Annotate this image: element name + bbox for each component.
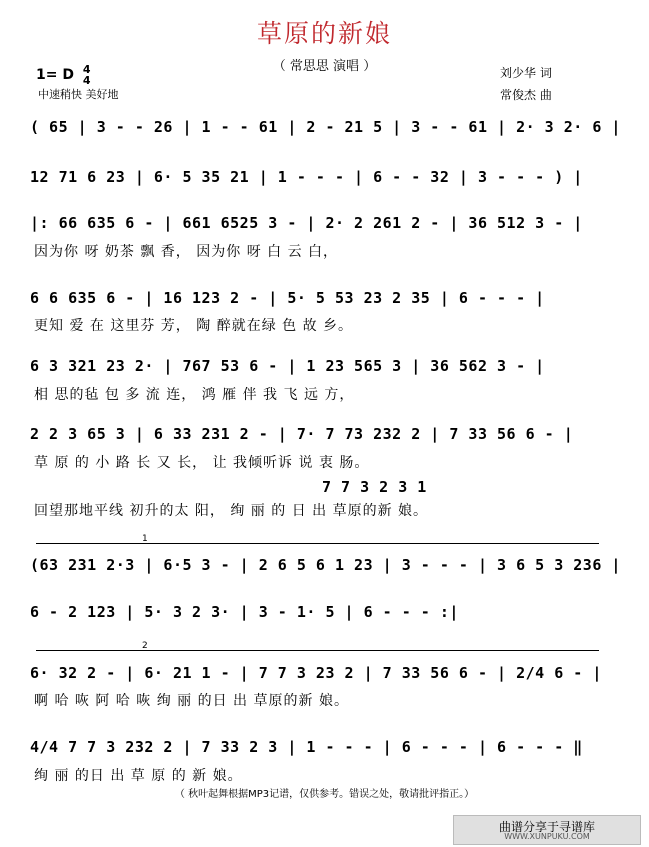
notation-row: (63 231 2·3 | 6·5 3 - | 2 6 5 6 1 23 | 3 - - - | 3 6 5 3 236 | bbox=[30, 556, 621, 574]
lyric-line: 回望那地平线 初升的太 阳， 绚 丽 的 日 出 草原的新 娘。 bbox=[34, 503, 429, 519]
time-top: 4 bbox=[82, 63, 91, 76]
notation-row: 6· 32 2 - | 6· 21 1 - | 7 7 3 23 2 | 7 33 56 6 - | 2/4 6 - | bbox=[30, 664, 602, 682]
notation-row: 7 7 3 2 3 1 bbox=[322, 478, 427, 496]
lyric-line: 更知 爱 在 这里芬 芳， 陶 醉就在绿 色 故 乡。 bbox=[34, 318, 354, 334]
notation-row: ( 65 | 3 - - 26 | 1 - - 61 | 2 - 21 5 | 3 - - 61 | 2· 3 2· 6 | bbox=[30, 118, 621, 136]
notation-row: 12 71 6 23 | 6· 5 35 21 | 1 - - - | 6 - - 32 | 3 - - - ) | bbox=[30, 168, 583, 186]
tempo-marking: 中速稍快 美好地 bbox=[38, 88, 119, 101]
key-text: 1= D bbox=[36, 67, 74, 83]
ending-bracket bbox=[36, 650, 599, 651]
lyric-line: 啊 哈 咴 阿 哈 咴 绚 丽 的日 出 草原的新 娘。 bbox=[34, 693, 349, 709]
notation-row: 4/4 7 7 3 232 2 | 7 33 2 3 | 1 - - - | 6 - - - | 6 - - - ‖ bbox=[30, 738, 583, 756]
notation-row: 6 3 321 23 2· | 767 53 6 - | 1 23 565 3 | 36 562 3 - | bbox=[30, 357, 545, 375]
notation-row: 6 - 2 123 | 5· 3 2 3· | 3 - 1· 5 | 6 - - - :| bbox=[30, 603, 459, 621]
notation-row: 2 2 3 65 3 | 6 33 231 2 - | 7· 7 73 232 2 | 7 33 56 6 - | bbox=[30, 425, 574, 443]
key-signature bbox=[36, 64, 91, 86]
watermark-url: WWW.XUNPUKU.COM bbox=[504, 832, 590, 841]
notation-row: |: 66 635 6 - | 661 6525 3 - | 2· 2 261 2 - | 36 512 3 - | bbox=[30, 214, 583, 232]
lyric-line: 绚 丽 的日 出 草 原 的 新 娘。 bbox=[34, 768, 243, 784]
time-signature bbox=[83, 64, 91, 86]
watermark-box bbox=[453, 815, 641, 845]
singer-credit: （ 常思思 演唱 ） bbox=[272, 59, 377, 74]
lyricist-credit: 刘少华 词 bbox=[500, 66, 552, 80]
composer-credit: 常俊杰 曲 bbox=[500, 88, 552, 102]
song-title: 草原的新娘 bbox=[256, 19, 392, 48]
footnote: （ 秋叶起舞根据MP3记谱，仅供参考。错误之处，敬请批评指正。） bbox=[174, 789, 475, 800]
notation-row: 6 6 635 6 - | 16 123 2 - | 5· 5 53 23 2 35 | 6 - - - | bbox=[30, 289, 545, 307]
ending-mark: 2 bbox=[142, 641, 148, 651]
lyric-line: 相 思的毡 包 多 流 连， 鸿 雁 伴 我 飞 远 方， bbox=[34, 387, 355, 403]
lyric-line: 因为你 呀 奶茶 飘 香， 因为你 呀 白 云 白， bbox=[34, 244, 339, 260]
lyric-line: 草 原 的 小 路 长 又 长， 让 我倾听诉 说 衷 肠。 bbox=[34, 455, 370, 471]
ending-mark: 1 bbox=[142, 534, 148, 544]
ending-bracket bbox=[36, 543, 599, 544]
watermark-title: 曲谱分享于寻谱库 bbox=[498, 820, 595, 834]
time-bottom: 4 bbox=[82, 74, 91, 87]
